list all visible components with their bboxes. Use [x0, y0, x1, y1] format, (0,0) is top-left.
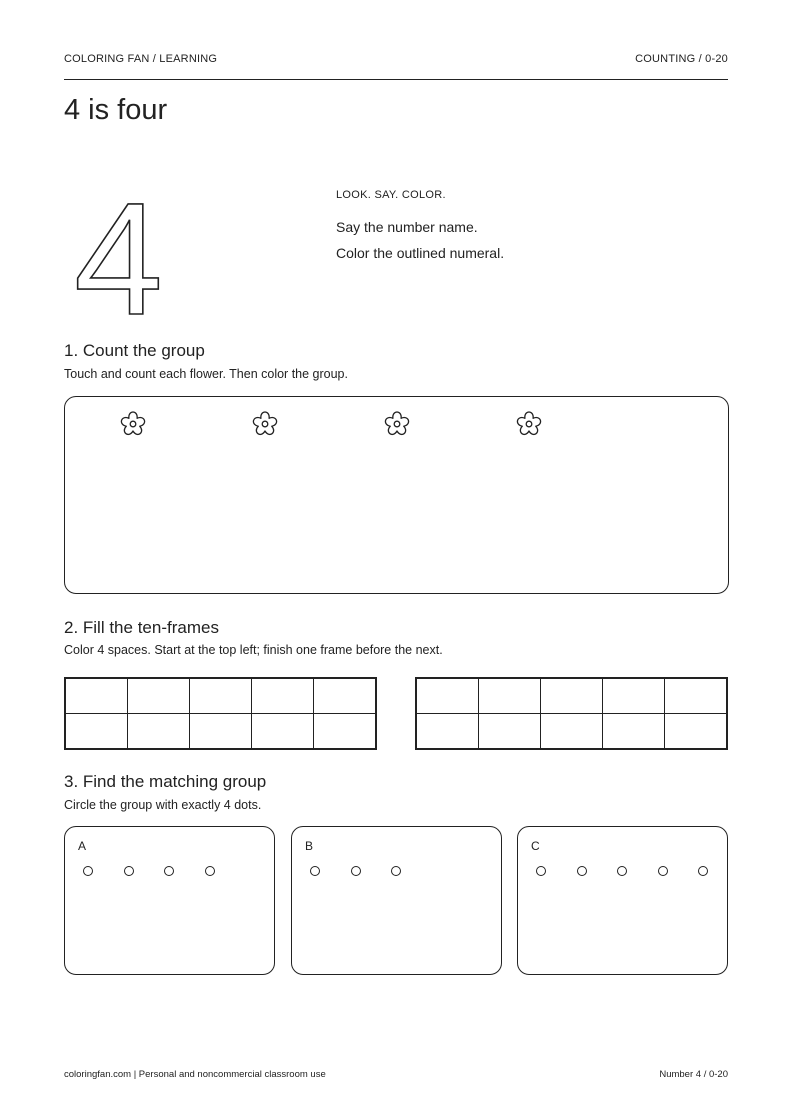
match-group-label: A: [78, 839, 87, 853]
instruction-line-1: Say the number name.: [336, 219, 478, 235]
ten-frame-cell[interactable]: [65, 678, 128, 714]
dot: [698, 866, 708, 876]
ten-frame-cell[interactable]: [541, 678, 603, 714]
instruction-line-2: Color the outlined numeral.: [336, 245, 505, 261]
ten-frame-cell[interactable]: [252, 714, 314, 750]
section3-subtitle: Circle the group with exactly 4 dots.: [64, 798, 262, 812]
numeral-4[interactable]: 4: [74, 186, 163, 326]
ten-frame-cell[interactable]: [252, 678, 314, 714]
flower-icon[interactable]: [117, 408, 149, 440]
ten-frame-cell[interactable]: [190, 714, 252, 750]
footer-right: Number 4 / 0-20: [659, 1069, 728, 1080]
ten-frame-cell[interactable]: [128, 714, 190, 750]
section1-subtitle: Touch and count each flower. Then color the group.: [64, 367, 348, 381]
header-right: COUNTING / 0-20: [635, 53, 728, 65]
match-group-a[interactable]: [64, 826, 275, 975]
dot: [164, 866, 174, 876]
dot: [658, 866, 668, 876]
ten-frame-cell[interactable]: [190, 678, 252, 714]
dot: [391, 866, 401, 876]
dot: [310, 866, 320, 876]
ten-frame-cell[interactable]: [665, 678, 728, 714]
ten-frame: [415, 677, 728, 750]
flower-icon[interactable]: [513, 408, 545, 440]
match-group-label: C: [531, 839, 540, 853]
ten-frame-cell[interactable]: [479, 714, 541, 750]
dot: [205, 866, 215, 876]
header-left: COLORING FAN / LEARNING: [64, 53, 218, 65]
section2-title: 2. Fill the ten-frames: [64, 618, 219, 637]
dot: [617, 866, 627, 876]
page-title: 4 is four: [64, 94, 168, 126]
footer-left: coloringfan.com | Personal and noncommercial classroom use: [64, 1069, 326, 1080]
match-group-b[interactable]: [291, 826, 502, 975]
ten-frame-cell[interactable]: [665, 714, 728, 750]
ten-frame-cell[interactable]: [479, 678, 541, 714]
match-group-label: B: [305, 839, 314, 853]
section3-title: 3. Find the matching group: [64, 772, 267, 791]
instructions-heading: LOOK. SAY. COLOR.: [336, 189, 446, 201]
ten-frame-cell[interactable]: [314, 714, 377, 750]
outlined-numeral[interactable]: [64, 186, 184, 326]
ten-frame-cell[interactable]: [416, 678, 479, 714]
ten-frame-cell[interactable]: [416, 714, 479, 750]
flower-icon[interactable]: [249, 408, 281, 440]
dot: [83, 866, 93, 876]
ten-frame: [64, 677, 377, 750]
ten-frame-cell[interactable]: [603, 678, 665, 714]
ten-frame-cell[interactable]: [603, 714, 665, 750]
match-group-c[interactable]: [517, 826, 728, 975]
section1-title: 1. Count the group: [64, 341, 205, 360]
section2-subtitle: Color 4 spaces. Start at the top left; finish one frame before the next.: [64, 643, 443, 657]
dot: [536, 866, 546, 876]
ten-frame-cell[interactable]: [541, 714, 603, 750]
flower-icon[interactable]: [381, 408, 413, 440]
ten-frame-cell[interactable]: [128, 678, 190, 714]
ten-frame-cell[interactable]: [65, 714, 128, 750]
dot: [124, 866, 134, 876]
dot: [577, 866, 587, 876]
ten-frame-cell[interactable]: [314, 678, 377, 714]
dot: [351, 866, 361, 876]
header-rule: [64, 79, 728, 80]
flower-group-box: [64, 396, 729, 594]
